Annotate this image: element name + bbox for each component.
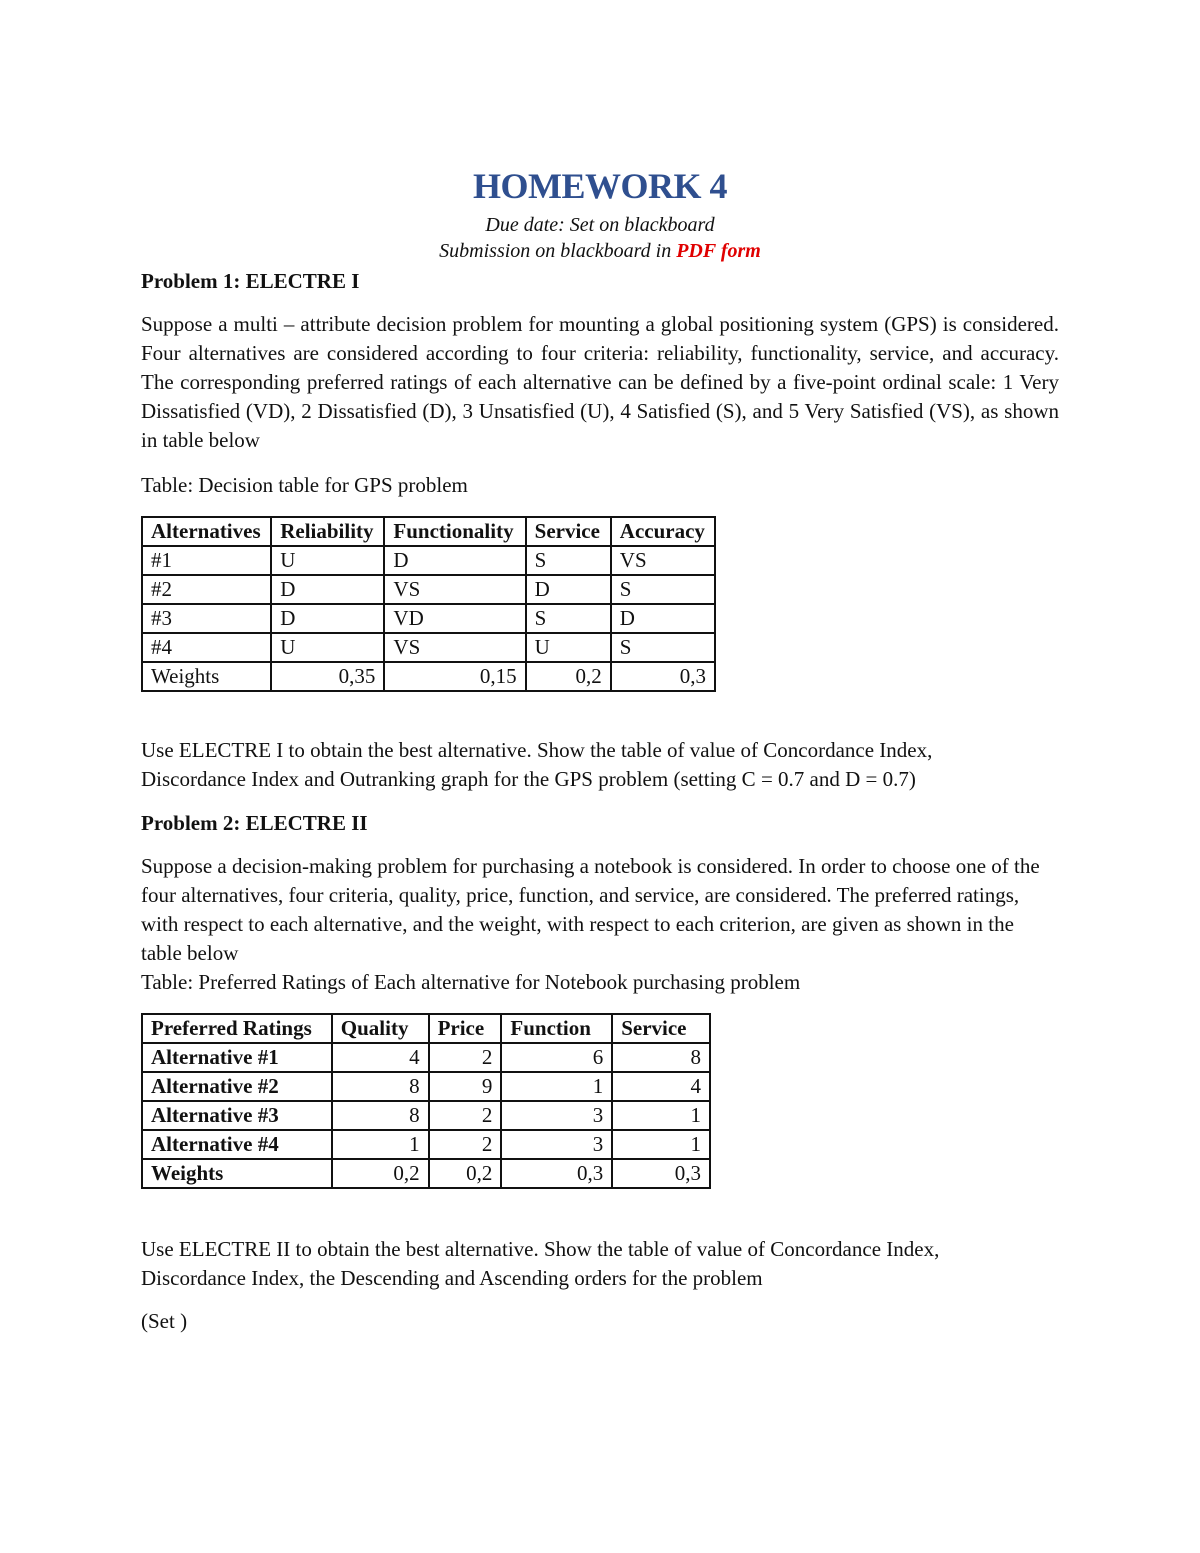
submission-highlight: PDF form [676, 240, 761, 262]
problem2-heading: Problem 2: ELECTRE II [141, 811, 368, 835]
problem1-paragraph: Suppose a multi – attribute decision problem for mounting a global positioning system (GPS) is considered. Four alternatives are considered according to four criteria: reliability, functionality, service, and accuracy. The corresponding preferred ratings of each alternative can be defined by a five-point ordinal scale: 1 Very Dissatisfied (VD), 2 Dissatisfied (D), 3 Unsatisfied (U), 4 Satisfied (S), and 5 Very Satisfied (VS), as shown in table below [141, 312, 1059, 452]
weight-cell: 0,35 [271, 662, 384, 691]
table-cell: 3 [501, 1101, 612, 1130]
table-cell: VS [384, 633, 525, 662]
table-cell: 8 [612, 1043, 710, 1072]
table-cell: U [271, 633, 384, 662]
problem2-instruction-b: Discordance Index, the Descending and Ascending orders for the problem [141, 1266, 763, 1290]
table-cell: 6 [501, 1043, 612, 1072]
row-label: Alternative #4 [142, 1130, 332, 1159]
header-cell: Alternatives [142, 517, 271, 546]
table-header-row [142, 1014, 710, 1043]
table-cell: 1 [612, 1130, 710, 1159]
submission-note [141, 238, 1059, 264]
table-cell: S [611, 633, 715, 662]
table-cell: S [526, 604, 611, 633]
weights-row [142, 662, 715, 691]
table-cell: D [271, 575, 384, 604]
problem2-paragraph: Suppose a decision-making problem for purchasing a notebook is considered. In order to choose one of the four alternatives, four criteria, quality, price, function, and service, are considered. The preferred ratings, with respect to each alternative, and the weight, with respect to each criterion, are given as shown in the table below [141, 854, 1040, 965]
weights-row [142, 1159, 710, 1188]
problem2-instruction-a: Use ELECTRE II to obtain the best alternative. Show the table of value of Concordance Index, [141, 1237, 940, 1261]
table-cell: S [611, 575, 715, 604]
due-date: Due date: Set on blackboard [485, 214, 715, 236]
notebook-ratings-table [141, 1013, 711, 1189]
table-row [142, 633, 715, 662]
table-cell: #4 [142, 633, 271, 662]
table-cell: U [526, 633, 611, 662]
row-label: Alternative #3 [142, 1101, 332, 1130]
header-cell: Function [501, 1014, 612, 1043]
weight-cell: 0,2 [526, 662, 611, 691]
table-cell: 2 [429, 1043, 502, 1072]
gps-decision-table [141, 516, 716, 692]
problem2-table-caption: Table: Preferred Ratings of Each alternative for Notebook purchasing problem [141, 970, 801, 994]
problem1-heading: Problem 1: ELECTRE I [141, 269, 360, 293]
table-row [142, 575, 715, 604]
page-title: HOMEWORK 4 [473, 166, 727, 206]
header-cell: Accuracy [611, 517, 715, 546]
table-cell: 8 [332, 1072, 429, 1101]
table-cell: VD [384, 604, 525, 633]
table-row [142, 1043, 710, 1072]
table-cell: 1 [332, 1130, 429, 1159]
problem1-table-caption: Table: Decision table for GPS problem [141, 473, 468, 497]
table-cell: U [271, 546, 384, 575]
problem2-note: (Set ) [141, 1309, 188, 1333]
table-cell: 3 [501, 1130, 612, 1159]
table-cell: 4 [612, 1072, 710, 1101]
table-cell: 9 [429, 1072, 502, 1101]
table-cell: #1 [142, 546, 271, 575]
weight-cell: 0,3 [611, 662, 715, 691]
header-cell: Reliability [271, 517, 384, 546]
header-cell: Functionality [384, 517, 525, 546]
table-row [142, 1101, 710, 1130]
table-cell: 1 [501, 1072, 612, 1101]
weight-cell: 0,3 [612, 1159, 710, 1188]
table-cell: #2 [142, 575, 271, 604]
weights-label: Weights [142, 662, 271, 691]
problem1-instruction-a: Use ELECTRE I to obtain the best alternative. Show the table of value of Concordance Index, [141, 738, 933, 762]
weights-label: Weights [142, 1159, 332, 1188]
submission-prefix: Submission on blackboard in [439, 240, 677, 262]
header-cell: Service [526, 517, 611, 546]
table-cell: 1 [612, 1101, 710, 1130]
weight-cell: 0,3 [501, 1159, 612, 1188]
table-cell: D [526, 575, 611, 604]
table-cell: 2 [429, 1101, 502, 1130]
row-label: Alternative #2 [142, 1072, 332, 1101]
row-label: Alternative #1 [142, 1043, 332, 1072]
table-header-row [142, 517, 715, 546]
table-row [142, 1130, 710, 1159]
table-row [142, 546, 715, 575]
weight-cell: 0,2 [429, 1159, 502, 1188]
table-row [142, 604, 715, 633]
header-cell: Price [429, 1014, 502, 1043]
weight-cell: 0,15 [384, 662, 525, 691]
table-cell: 4 [332, 1043, 429, 1072]
table-cell: 2 [429, 1130, 502, 1159]
header-cell: Quality [332, 1014, 429, 1043]
weight-cell: 0,2 [332, 1159, 429, 1188]
table-cell: VS [611, 546, 715, 575]
table-cell: D [384, 546, 525, 575]
header-cell: Preferred Ratings [142, 1014, 332, 1043]
table-cell: #3 [142, 604, 271, 633]
table-cell: D [271, 604, 384, 633]
table-cell: 8 [332, 1101, 429, 1130]
table-cell: S [526, 546, 611, 575]
table-cell: D [611, 604, 715, 633]
table-row [142, 1072, 710, 1101]
document-page [141, 160, 1059, 1336]
problem1-instruction-b: Discordance Index and Outranking graph for the GPS problem (setting C = 0.7 and D = 0.7) [141, 767, 916, 791]
header-cell: Service [612, 1014, 710, 1043]
table-cell: VS [384, 575, 525, 604]
